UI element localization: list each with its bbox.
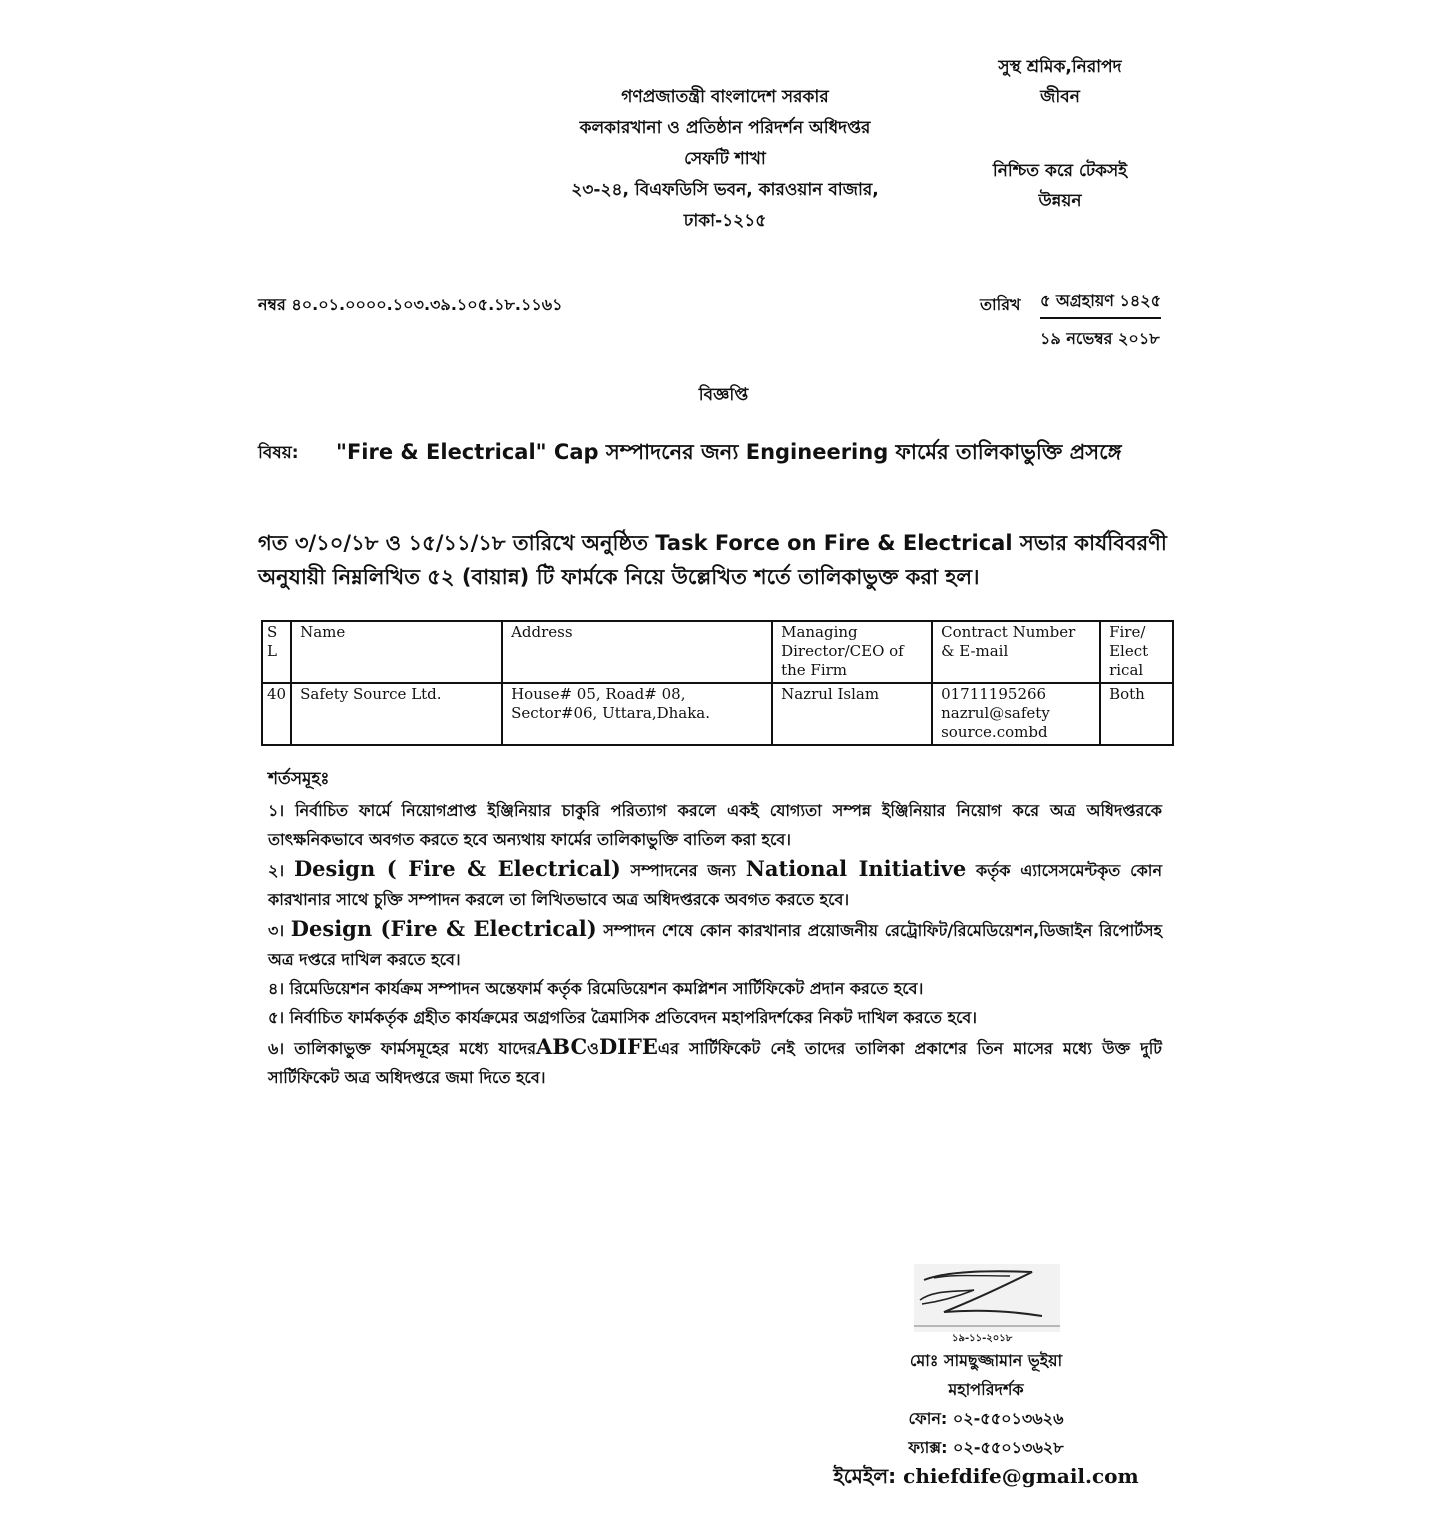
- cell-email: nazrul@safety source.combd: [941, 704, 1050, 741]
- condition-3: [268, 914, 1162, 974]
- subject-label: বিষয়:: [258, 443, 299, 463]
- signature-image: [914, 1264, 1060, 1332]
- header-government: গণপ্রজাতন্ত্রী বাংলাদেশ সরকার: [621, 87, 829, 107]
- header-address: ২৩-২৪, বিএফডিসি ভবন, কারওয়ান বাজার,: [571, 180, 879, 200]
- col-type: Fire/ Elect rical: [1100, 621, 1173, 683]
- col-address: Address: [502, 621, 772, 683]
- col-managing-director: Managing Director/CEO of the Firm: [772, 621, 932, 683]
- condition-5: ৫। নির্বাচিত ফার্মকর্তৃক গ্রহীত কার্যক্রমের অগ্রগতির ত্রৈমাসিক প্রতিবেদন মহাপরিদর্শকের নিকট দাখিল করতে হবে।: [268, 1008, 978, 1027]
- motto-bottom: [965, 156, 1155, 216]
- col-contact: Contract Number & E-mail: [932, 621, 1100, 683]
- condition-6-text-a: ৬। তালিকাভুক্ত ফার্মসমূহের মধ্যে যাদের: [268, 1039, 537, 1058]
- signatory-name: মোঃ সামছুজ্জামান ভূইয়া: [909, 1351, 1063, 1370]
- condition-2: [268, 854, 1162, 914]
- table-row: [262, 683, 1173, 745]
- cell-phone: 01711195266: [941, 685, 1047, 703]
- condition-4: ৪। রিমেডিয়েশন কার্যক্রম সম্পাদন অন্তেফার্ম কর্তৃক রিমেডিয়েশন কমপ্লিশন সার্টিফিকেট প্রদান করতে হবে।: [268, 979, 924, 998]
- signatory-email-label: ইমেইল:: [833, 1464, 897, 1488]
- table-header-row: [262, 621, 1173, 683]
- header-city: ঢাকা-১২১৫: [683, 211, 767, 231]
- cell-contact: [932, 683, 1100, 745]
- cell-type: Both: [1100, 683, 1173, 745]
- motto-line-2: জীবন: [1040, 87, 1080, 107]
- signatory-fax: ফ্যাক্স: ০২-৫৫০১৩৬২৮: [908, 1438, 1064, 1457]
- condition-2-number: ২।: [268, 861, 285, 880]
- condition-2-text-a: সম্পাদনের জন্য: [630, 861, 736, 880]
- signatory-designation: মহাপরিদর্শক: [948, 1380, 1024, 1399]
- condition-3-design: Design (Fire & Electrical): [290, 916, 597, 941]
- motto-line-1: সুস্থ শ্রমিক,নিরাপদ: [998, 57, 1122, 77]
- signatory-phone: ফোন: ০২-৫৫০১৩৬২৬: [908, 1409, 1064, 1428]
- memo-number: নম্বর ৪০.০১.০০০০.১০৩.৩৯.১০৫.১৮.১১৬১: [258, 295, 563, 314]
- condition-2-initiative: National Initiative: [745, 856, 967, 881]
- header-branch: সেফটি শাখা: [684, 149, 766, 169]
- signature-scribble-icon: [914, 1264, 1060, 1332]
- cell-address: House# 05, Road# 08, Sector#06, Uttara,Dhaka.: [502, 683, 772, 745]
- motto-line-3: নিশ্চিত করে টেকসই: [992, 161, 1128, 181]
- condition-3-text: সম্পাদন শেষে কোন কারখানার প্রয়োজনীয় রেট্রোফিট/রিমেডিয়েশন,ডিজাইন রিপোর্টসহ অত্র দপ্তরে দাখিল করতে হবে।: [268, 921, 1162, 969]
- conditions-list: [268, 796, 1162, 1092]
- condition-6-dife: DIFE: [598, 1034, 658, 1059]
- conditions-title: শর্তসমূহঃ: [268, 769, 330, 789]
- condition-6-text-b: এর সার্টিফিকেট নেই তাদের তালিকা প্রকাশের তিন মাসের মধ্যে উক্ত দুটি সার্টিফিকেট অত্র অধিদপ্তরে জমা দিতে হবে।: [268, 1039, 1162, 1087]
- signatory-block: [826, 1346, 1146, 1491]
- condition-3-number: ৩।: [268, 921, 285, 940]
- motto-top: [965, 52, 1155, 112]
- signature-date: ১৯-১১-২০১৮: [952, 1333, 1013, 1344]
- cell-managing-director: Nazrul Islam: [772, 683, 932, 745]
- notice-title: বিজ্ঞপ্তি: [698, 385, 749, 405]
- col-name: Name: [291, 621, 502, 683]
- date-gregorian: ১৯ নভেম্বর ২০১৮: [1040, 329, 1160, 348]
- condition-1: ১। নির্বাচিত ফার্মে নিয়োগপ্রাপ্ত ইঞ্জিনিয়ার চাকুরি পরিত্যাগ করলে একই যোগ্যতা সম্পন্ন ইঞ্জিনিয়ার নিয়োগ করে অত্র অধিদপ্তরকে তাৎক্ষনিকভাবে অবগত করতে হবে অন্যথায় ফার্মের তালিকাভুক্তি বাতিল করা হবে।: [268, 801, 1162, 849]
- intro-paragraph: গত ৩/১০/১৮ ও ১৫/১১/১৮ তারিখে অনুষ্ঠিত Task Force on Fire & Electrical সভার কার্যবিবরণী অনুযায়ী নিম্নলিখিত ৫২ (বায়ান্ন) টি ফার্মকে নিয়ে উল্লেখিত শর্তে তালিকাভুক্ত করা হল।: [258, 531, 1167, 589]
- condition-6-and: ও: [587, 1039, 599, 1058]
- cell-sl: 40: [262, 683, 291, 745]
- condition-2-design: Design ( Fire & Electrical): [293, 856, 621, 881]
- date-label: তারিখ: [980, 295, 1021, 314]
- condition-6: [268, 1032, 1162, 1092]
- cell-name: Safety Source Ltd.: [291, 683, 502, 745]
- office-header: [520, 82, 930, 237]
- signatory-email: chiefdife@gmail.com: [903, 1464, 1139, 1488]
- condition-2-text-b: কর্তৃক এ্যাসেসমেন্টকৃত কোন কারখানার সাথে চুক্তি সম্পাদন করলে তা লিখিতভাবে অত্র অধিদপ্তরকে অবগত করতে হবে।: [268, 861, 1162, 909]
- header-department: কলকারখানা ও প্রতিষ্ঠান পরিদর্শন অধিদপ্তর: [579, 118, 871, 138]
- firm-table: [261, 620, 1174, 746]
- col-sl: S L: [262, 621, 291, 683]
- date-bengali: ৫ অগ্রহায়ণ ১৪২৫: [1040, 288, 1161, 319]
- subject-text: "Fire & Electrical" Cap সম্পাদনের জন্য Engineering ফার্মের তালিকাভুক্তি প্রসঙ্গে: [336, 440, 1122, 464]
- condition-6-abc: ABC: [536, 1034, 588, 1059]
- motto-line-4: উন্নয়ন: [1038, 191, 1082, 211]
- signatory-email-line: [826, 1462, 1146, 1491]
